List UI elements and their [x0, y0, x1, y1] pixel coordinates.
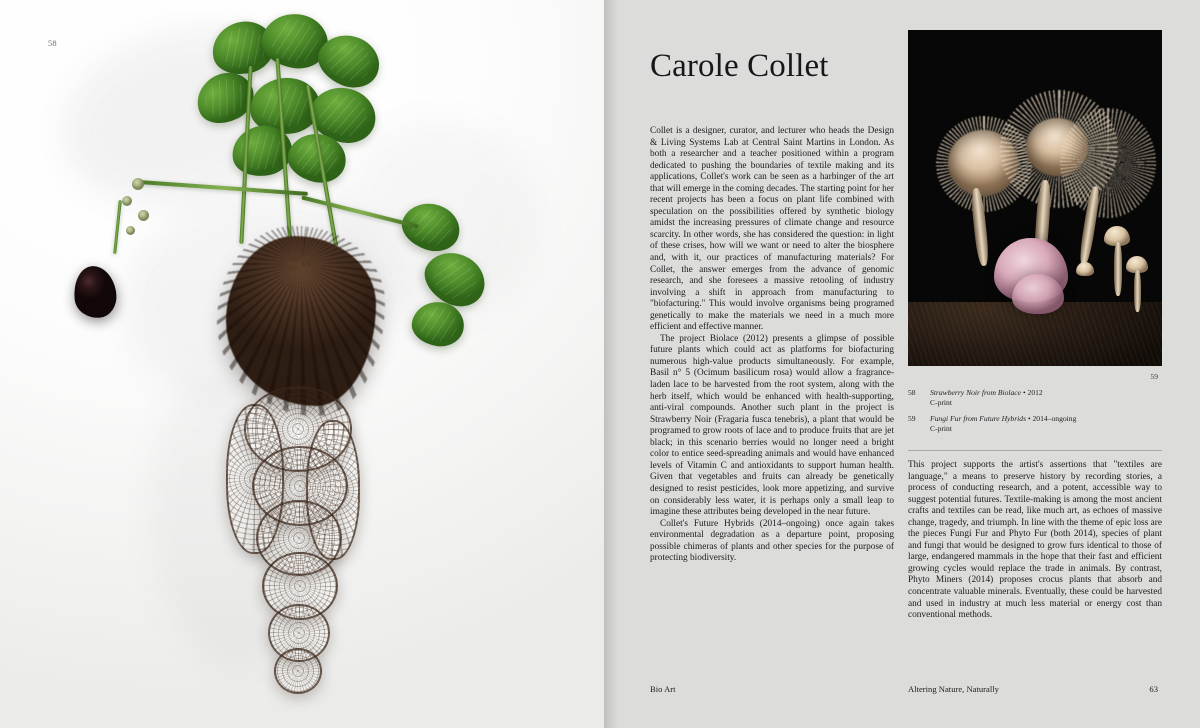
plant-bud [122, 196, 132, 206]
caption-block [908, 388, 1162, 440]
fur-fringe [1060, 108, 1156, 218]
mushroom-stem [1114, 242, 1122, 296]
running-head-chapter: Altering Nature, Naturally [908, 684, 999, 694]
caption-title: Fungi Fur from Future Hybrids [930, 414, 1027, 424]
folio-left: 58 [48, 38, 57, 48]
caption-text [930, 414, 1076, 433]
caption-meta: • 2012 [1022, 388, 1043, 397]
root-mass [226, 236, 376, 406]
body-column-left [650, 126, 894, 565]
pink-bloom [1012, 274, 1064, 314]
rule-divider [908, 450, 1162, 451]
mushroom-stem [1134, 270, 1141, 312]
paragraph: Collet's Future Hybrids (2014–ongoing) once again takes environmental degradation as a departure point, proposing possible chimeras of plants and other species for the purpose of protecting biodiversity. [650, 518, 894, 564]
caption-text [930, 388, 1043, 407]
caption-medium: C-print [930, 423, 952, 433]
fungi-fur-photograph [908, 30, 1162, 366]
caption-title: Strawberry Noir from Biolace [930, 388, 1022, 397]
page-title: Carole Collet [650, 48, 829, 84]
caption-medium: C-print [930, 397, 952, 407]
plant-bud [132, 178, 144, 190]
running-head-section: Bio Art [650, 684, 676, 694]
plant-bud [126, 226, 135, 235]
body-column-right [908, 460, 1162, 622]
lace-root-motif [306, 420, 360, 560]
paragraph: Collet is a designer, curator, and lecturer who heads the Design & Living Systems Lab at Central Saint Martins in London. As both a researcher and a teacher positioned within a program dedicated to pushing the boundaries of textile making and its applications, Collet's work can be seen as a harbinger of the art that will emerge in the coming decades. The starting point for her recent projects has been a focus on plant life combined with speculation on the possibilities offered by synthetic biology amidst the increasing pressures of climate change and resource scarcity. In other words, she has considered the question: in light of these crises, how will we want or need to alter the biosphere and, with it, our practices of manufacturing materials? For Collet, the answer emerges from the advance of genomic research, and she foresees a massive retooling of industry involving a shift in approach from manufacturing to "biofacturing." This would involve organisms being programed genetically to make the materials we need in a much more efficient and effective manner. [650, 126, 894, 333]
caption-number: 59 [908, 414, 916, 424]
lace-root-motif [226, 404, 284, 554]
lace-root-motif [274, 648, 322, 694]
caption-meta: • 2014–ongoing [1027, 414, 1077, 424]
caption-number: 58 [908, 388, 916, 397]
caption-row [908, 414, 1162, 433]
folio-photo: 59 [1150, 372, 1158, 381]
plant-bud [138, 210, 149, 221]
folio-right: 63 [1149, 684, 1158, 694]
plant-stem [113, 200, 122, 254]
gutter-shadow [604, 0, 618, 728]
right-page [604, 0, 1200, 728]
paragraph: The project Biolace (2012) presents a glimpse of possible future plants which could act as platforms for biofacturing numerous high-value products simultaneously. For example, Basil n° 5 (Ocimum basilicum rosa) would allow a fragrance-laden lace to be harvested from the root system, along with the herb itself, which would be enhanced with health-supporting, anti-viral compounds. Another such plant in the project is Strawberry Noir (Fragaria fusca tenebris), a plant that would be programed to grow roots of lace and to produce fruits that are jet black; in this scenario berries would no longer need a bright color to entice seed-spreading animals and would have enhanced levels of Vitamin C and antioxidants to support human health. Given that vegetables and fruits can already be genetically designed to resist pesticides, look more appetizing, and survive on considerably less water, it is perhaps only a small leap to imagine these attributes being developed in the near future. [650, 333, 894, 518]
mushroom-cap [1076, 262, 1094, 276]
black-strawberry-fruit [71, 264, 118, 320]
caption-row [908, 388, 1162, 407]
paragraph: This project supports the artist's assertions that "textiles are language," a means to preserve history by recording stories, a process of conducting research, and a potent, accessible way to suggest potential futures. Textile-making is among the most ancient crafts and textiles can be read, like much art, as echoes of massive change, tragedy, and triumph. In line with the theme of epic loss are the pieces Fungi Fur and Phyto Fur (both 2014), species of plant and fungi that would be designed to grow furs identical to those of large, endangered mammals in the hope that their fast and efficient growing cycles would replace the trade in animals. By contrast, Phyto Miners (2014) proposes crocus plants that absorb and concentrate valuable minerals. Eventually, these could be harvested and used in industry at much less material or energy cost than conventional methods. [908, 460, 1162, 621]
